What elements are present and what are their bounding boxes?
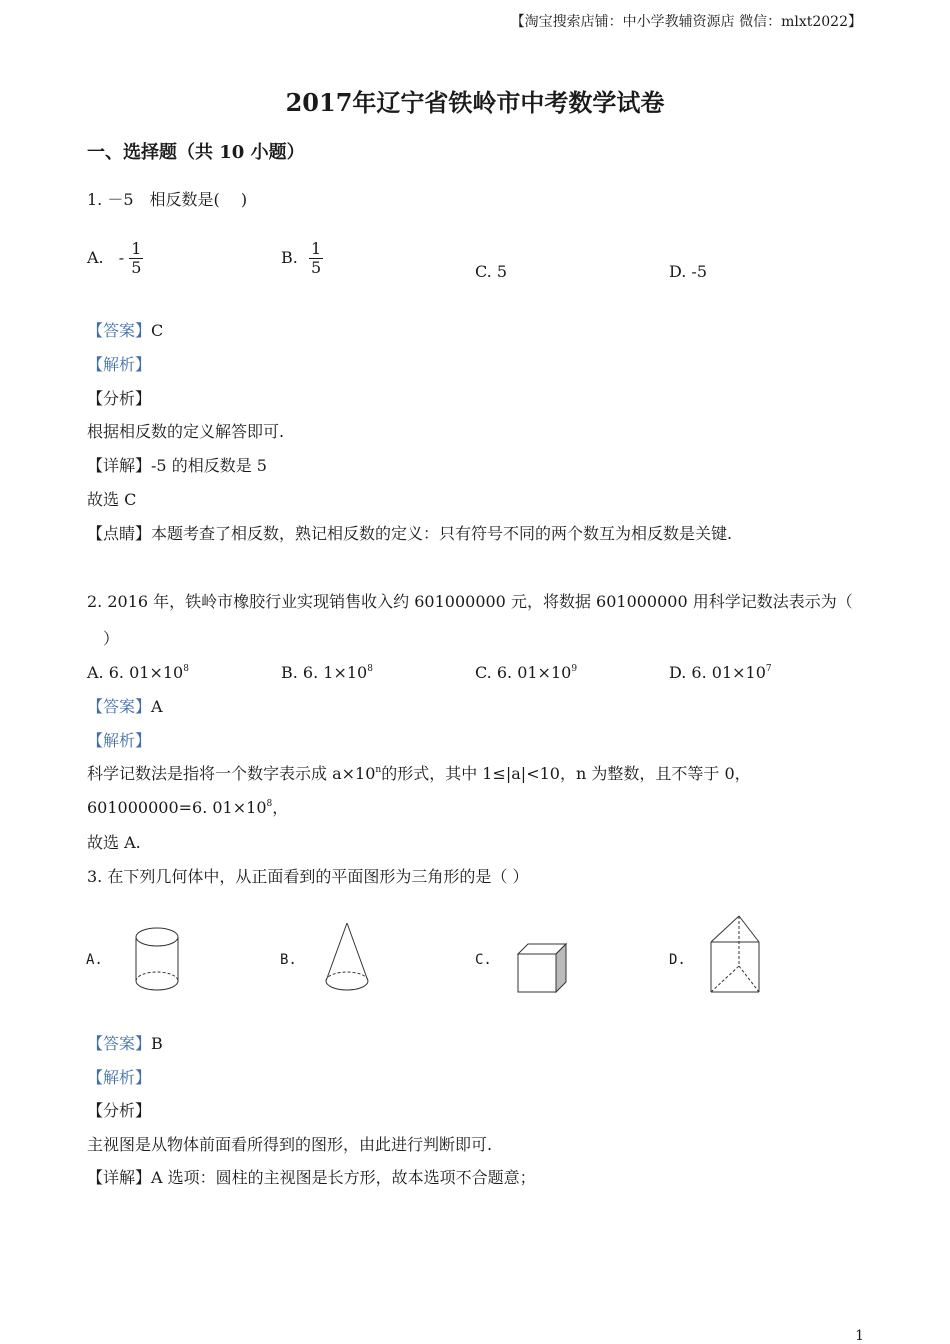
page-number: 1 <box>855 1328 864 1344</box>
page-title: 2017年辽宁省铁岭市中考数学试卷 <box>285 88 665 117</box>
q1-choose: 故选 C <box>87 490 137 509</box>
section-title: 一、选择题（共 10 小题） <box>87 142 305 163</box>
detail-tag: 【详解】 <box>87 456 152 475</box>
cube-icon <box>516 940 568 994</box>
answer-value: B <box>151 1034 163 1053</box>
q1-option-a-denominator: 5 <box>131 258 142 277</box>
q1-option-a <box>87 240 143 277</box>
q3-stem: 3. 在下列几何体中，从正面看到的平面图形为三角形的是（ ） <box>87 867 529 886</box>
q1-analysis-tag: 【解析】 <box>87 355 152 374</box>
q1-option-b <box>281 240 323 277</box>
q1-fenxi-tag: 【分析】 <box>87 389 152 408</box>
q1-comment <box>87 524 732 544</box>
q2-option-c-exponent: 9 <box>571 664 578 674</box>
q2-option-b-exponent: 8 <box>367 664 373 674</box>
q3-analysis-tag: 【解析】 <box>87 1068 152 1087</box>
answer-value: C <box>151 321 164 340</box>
q1-option-a-fraction <box>129 240 143 277</box>
q3-fenxi-tag: 【分析】 <box>87 1101 152 1120</box>
q3-label-a: A. <box>86 952 103 968</box>
q1-option-a-numerator: 1 <box>131 239 142 258</box>
cone-icon <box>324 921 370 993</box>
q2-choose: 故选 A. <box>87 833 141 852</box>
q2-explain2-text: 601000000=6. 01×10 <box>87 798 267 817</box>
q2-option-c <box>475 663 577 683</box>
q2-option-d-exponent: 7 <box>765 664 772 674</box>
q2-explain1-exponent: n <box>375 765 382 775</box>
q1-option-a-sign: - <box>118 248 125 267</box>
q2-option-d <box>669 663 772 683</box>
q2-explain1-tail: 的形式，其中 1≤|a|<10，n 为整数，且不等于 0， <box>381 764 751 783</box>
q1-option-a-label: A. <box>87 248 104 267</box>
header-note: 【淘宝搜索店铺：中小学教辅资源店 微信：mlxt2022】 <box>510 14 862 30</box>
q2-option-a-exponent: 8 <box>183 664 189 674</box>
cylinder-icon <box>134 925 180 993</box>
q3-answer <box>87 1034 163 1054</box>
answer-tag: 【答案】 <box>87 321 152 340</box>
q2-explain2-tail: ， <box>272 798 289 817</box>
q1-detail <box>87 456 267 476</box>
q3-label-b: B. <box>280 952 297 968</box>
q3-detail <box>87 1168 536 1188</box>
q2-stem-line2: ） <box>103 629 120 648</box>
detail-text: A 选项：圆柱的主视图是长方形，故本选项不合题意； <box>151 1168 536 1187</box>
q3-fenxi-text: 主视图是从物体前面看所得到的图形，由此进行判断即可. <box>87 1135 493 1154</box>
q3-label-c: C. <box>475 952 492 968</box>
q2-option-b-text: B. 6. 1×10 <box>281 663 368 682</box>
q2-explain1-text: 科学记数法是指将一个数字表示成 a×10 <box>87 764 376 783</box>
detail-tag: 【详解】 <box>87 1168 152 1187</box>
q1-option-b-numerator: 1 <box>310 239 322 258</box>
answer-tag: 【答案】 <box>87 1034 152 1053</box>
triangular-prism-icon <box>709 914 761 994</box>
detail-text: -5 的相反数是 5 <box>151 456 267 475</box>
q2-stem-line1: 2. 2016 年，铁岭市橡胶行业实现销售收入约 601000000 元，将数据 601000000 用科学记数法表示为（ <box>87 592 853 611</box>
q2-answer <box>87 697 163 717</box>
q1-answer <box>87 321 163 341</box>
answer-tag: 【答案】 <box>87 697 152 716</box>
comment-text: 本题考查了相反数，熟记相反数的定义：只有符号不同的两个数互为相反数是关键. <box>151 524 733 543</box>
q2-option-d-text: D. 6. 01×10 <box>669 663 766 682</box>
q1-stem: 1. －5 相反数是( ) <box>87 190 248 209</box>
q1-option-d: D. -5 <box>669 262 708 281</box>
q2-explain-line2 <box>87 798 288 818</box>
q2-option-a <box>87 663 189 683</box>
q1-option-b-denominator: 5 <box>310 258 322 277</box>
q1-option-b-label: B. <box>281 248 298 267</box>
q3-label-d: D. <box>669 952 686 968</box>
answer-value: A <box>151 697 163 716</box>
q2-analysis-tag: 【解析】 <box>87 731 152 750</box>
q1-option-c: C. 5 <box>475 262 508 281</box>
q2-explain2-exponent: 8 <box>266 799 273 809</box>
q2-option-b <box>281 663 373 683</box>
q2-option-a-text: A. 6. 01×10 <box>87 663 184 682</box>
q1-option-b-fraction <box>309 240 323 277</box>
q2-option-c-text: C. 6. 01×10 <box>475 663 572 682</box>
comment-tag: 【点睛】 <box>87 524 152 543</box>
q1-fenxi-text: 根据相反数的定义解答即可. <box>87 422 285 441</box>
q2-explain-line1 <box>87 764 751 784</box>
